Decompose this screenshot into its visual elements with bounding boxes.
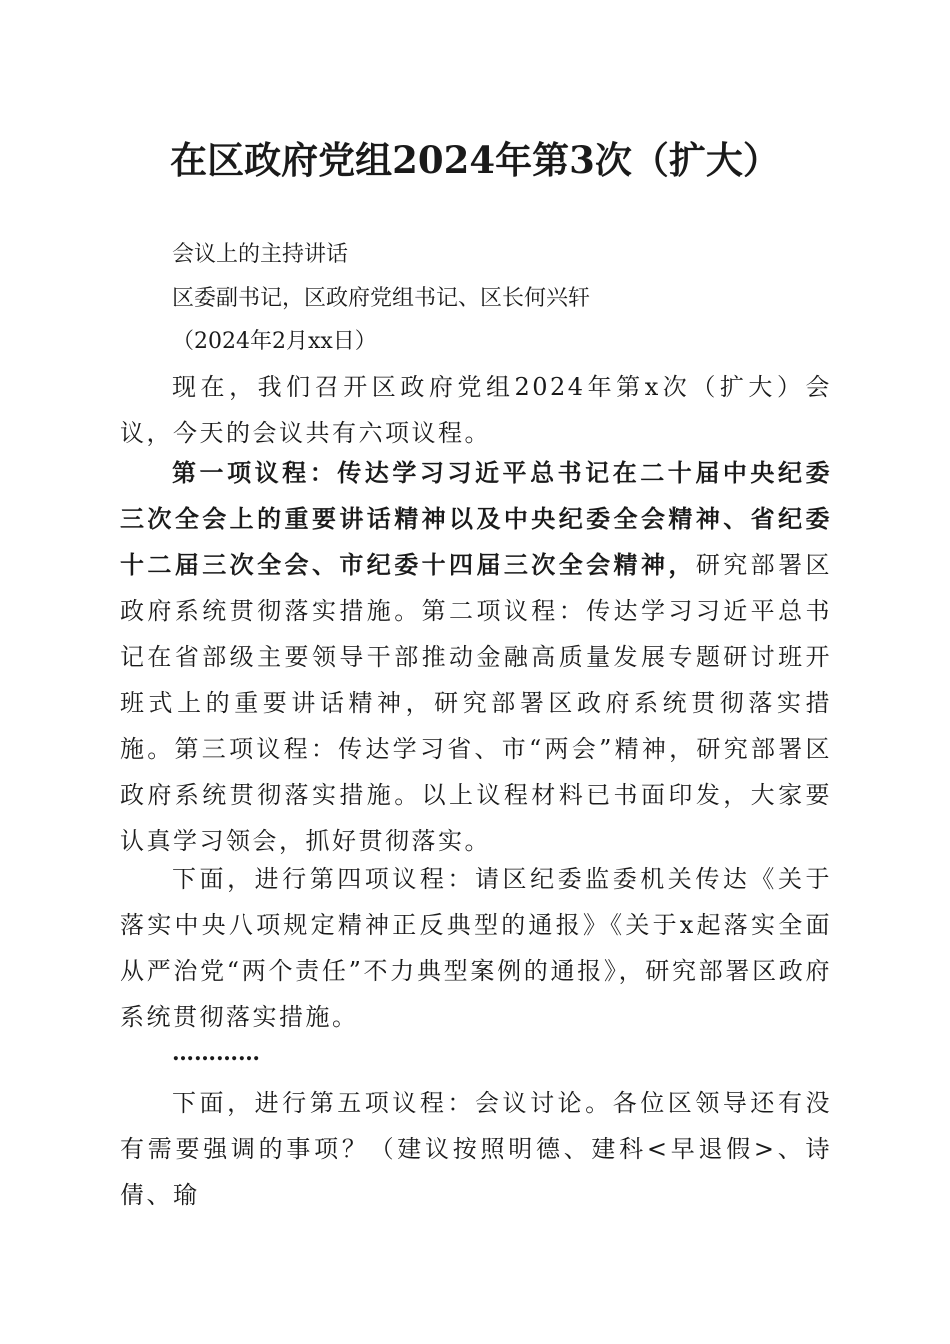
speaker-line: 区委副书记，区政府党组书记、区长何兴轩	[172, 286, 591, 311]
paragraph-agenda-1-3	[120, 450, 832, 864]
paragraph-opening: 现在，我们召开区政府党组2024年第x次（扩大）会议，今天的会议共有六项议程。	[120, 373, 832, 447]
ellipsis-separator: …………	[172, 1040, 260, 1066]
paragraph-agenda-5: 下面，进行第五项议程：会议讨论。各位区领导还有没有需要强调的事项？（建议按照明德、建科<早退假>、诗倩、瑜	[120, 1089, 832, 1209]
paragraph-agenda-1-3-rest: 研究部署区政府系统贯彻落实措施。第二项议程：传达学习习近平总书记在省部级主要领导干部推动金融高质量发展专题研讨班开班式上的重要讲话精神，研究部署区政府系统贯彻落实措施。第三项议程：传达学习省、市“两会”精神，研究部署区政府系统贯彻落实措施。以上议程材料已书面印发，大家要认真学习领会，抓好贯彻落实。	[120, 551, 833, 855]
document-subtitle: 会议上的主持讲话	[172, 242, 349, 267]
paragraph-agenda-4: 下面，进行第四项议程：请区纪委监委机关传达《关于落实中央八项规定精神正反典型的通报》《关于x起落实全面从严治党“两个责任”不力典型案例的通报》，研究部署区政府系统贯彻落实措施。	[120, 865, 832, 1031]
paragraph-agenda-1-bold: 第一项议程：传达学习习近平总书记在二十届中央纪委三次全会上的重要讲话精神以及中央纪委全会精神、省纪委十二届三次全会、市纪委十四届三次全会精神，	[120, 458, 832, 579]
date-line: （2024年2月xx日）	[172, 329, 377, 354]
document-title: 在区政府党组2024年第3次（扩大）	[170, 138, 780, 182]
